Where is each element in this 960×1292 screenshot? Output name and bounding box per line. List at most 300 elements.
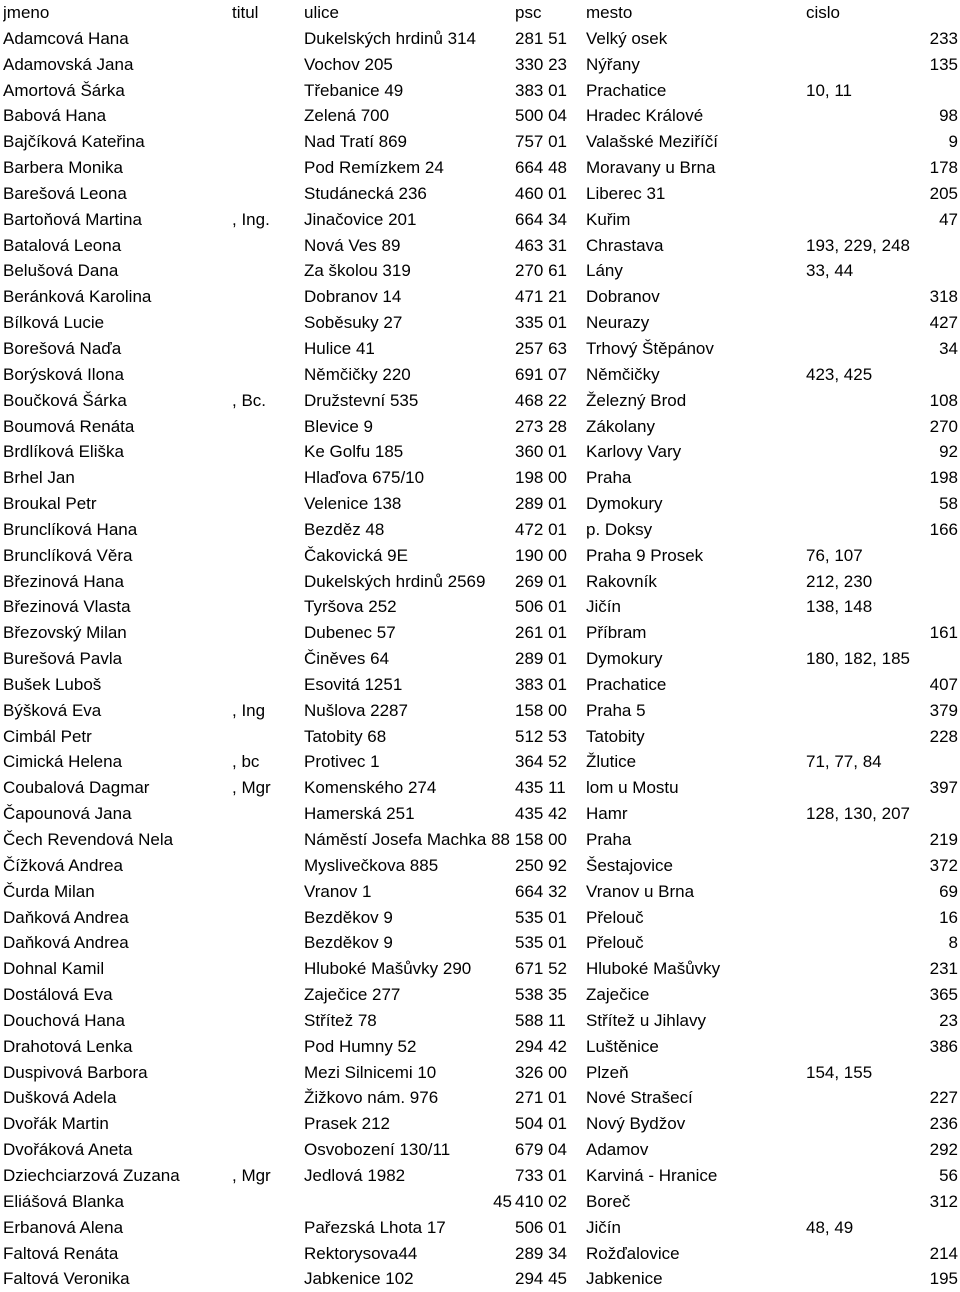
cell-ulice[interactable]: Třebanice 49 — [304, 80, 404, 100]
cell-mesto[interactable]: Hradec Králové — [586, 106, 704, 126]
header-jmeno[interactable]: jmeno — [3, 3, 50, 22]
cell-mesto[interactable]: Přelouč — [586, 933, 644, 953]
cell-psc[interactable]: 588 11 — [515, 1010, 566, 1030]
cell-mesto[interactable]: Trhový Štěpánov — [586, 338, 714, 358]
cell-psc[interactable]: 504 01 — [515, 1114, 567, 1134]
cell-psc[interactable]: 410 02 — [515, 1191, 567, 1211]
cell-jmeno[interactable]: Barešová Leona — [3, 183, 127, 203]
cell-mesto[interactable]: Boreč — [586, 1191, 631, 1211]
cell-jmeno[interactable]: Bajčíková Kateřina — [3, 132, 145, 152]
cell-mesto[interactable]: Praha 9 Prosek — [586, 545, 704, 565]
cell-ulice[interactable]: Pod Remízkem 24 — [304, 158, 444, 178]
cell-jmeno[interactable]: Faltová Veronika — [3, 1269, 130, 1289]
cell-psc[interactable]: 757 01 — [515, 132, 567, 152]
cell-psc[interactable]: 326 00 — [515, 1062, 567, 1082]
cell-mesto[interactable]: Nýřany — [586, 54, 640, 74]
cell-mesto[interactable]: Železný Brod — [586, 390, 687, 410]
table-row — [0, 388, 960, 414]
cell-cislo[interactable]: 219 — [929, 830, 958, 849]
table-row — [0, 491, 960, 517]
cell-jmeno[interactable]: Dohnal Kamil — [3, 959, 105, 979]
cell-cislo[interactable]: 69 — [939, 881, 958, 901]
cell-jmeno[interactable]: Amortová Šárka — [3, 80, 125, 100]
cell-mesto[interactable]: Praha 5 — [586, 700, 646, 720]
cell-mesto[interactable]: Karlovy Vary — [586, 442, 682, 462]
table-row — [0, 258, 960, 284]
cell-psc[interactable]: 294 45 — [515, 1269, 567, 1289]
cell-jmeno[interactable]: Daňková Andrea — [3, 907, 129, 927]
cell-mesto[interactable]: p. Doksy — [586, 519, 653, 539]
table-row — [0, 543, 960, 569]
cell-jmeno[interactable]: Erbanová Alena — [3, 1217, 124, 1237]
cell-ulice[interactable]: Hluboké Mašůvky 290 — [304, 959, 472, 979]
cell-ulice[interactable]: Náměstí Josefa Machka 88 — [304, 830, 510, 849]
table-row — [0, 1163, 960, 1189]
cell-jmeno[interactable]: Cimbál Petr — [3, 726, 92, 746]
cell-cislo[interactable]: 228 — [929, 726, 958, 746]
cell-mesto[interactable]: Jičín — [586, 597, 621, 617]
cell-titul[interactable]: , Bc. — [232, 390, 267, 410]
cell-jmeno[interactable]: Boumová Renáta — [3, 416, 135, 436]
cell-psc[interactable]: 535 01 — [515, 933, 567, 953]
table-row — [0, 465, 960, 491]
cell-cislo[interactable]: 227 — [929, 1088, 958, 1108]
cell-ulice[interactable]: Vochov 205 — [304, 54, 393, 74]
cell-cislo[interactable]: 427 — [929, 313, 958, 333]
table-row — [0, 672, 960, 698]
cell-cislo[interactable]: 135 — [929, 54, 958, 74]
cell-ulice[interactable]: Dubenec 57 — [304, 623, 396, 643]
cell-psc[interactable]: 257 63 — [515, 338, 567, 358]
cell-mesto[interactable]: Praha — [586, 468, 632, 488]
table-row — [0, 1111, 960, 1137]
cell-jmeno[interactable]: Březovský Milan — [3, 623, 127, 643]
cell-psc[interactable]: 330 23 — [515, 54, 567, 74]
cell-jmeno[interactable]: Čech Revendová Nela — [3, 830, 174, 849]
cell-mesto[interactable]: Liberec 31 — [586, 183, 666, 203]
table-row — [0, 620, 960, 646]
cell-ulice[interactable]: Jinačovice 201 — [304, 209, 417, 229]
cell-cislo[interactable]: 56 — [939, 1165, 958, 1185]
cell-cislo[interactable]: 205 — [929, 183, 958, 203]
cell-jmeno[interactable]: Dvořák Martin — [3, 1114, 109, 1134]
cell-psc[interactable]: 281 51 — [515, 28, 567, 48]
cell-jmeno[interactable]: Adamovská Jana — [3, 54, 134, 74]
cell-psc[interactable]: 261 01 — [515, 623, 567, 643]
table-row — [0, 207, 960, 233]
cell-ulice[interactable]: Zaječice 277 — [304, 985, 401, 1005]
cell-ulice[interactable]: Nová Ves 89 — [304, 235, 401, 255]
cell-psc[interactable]: 158 00 — [515, 700, 567, 720]
table-row — [0, 181, 960, 207]
table-row — [0, 646, 960, 672]
table-row — [0, 749, 960, 775]
cell-mesto[interactable]: Moravany u Brna — [586, 158, 716, 178]
cell-titul[interactable]: , Mgr — [232, 1165, 271, 1185]
cell-cislo[interactable]: 48, 49 — [806, 1217, 854, 1237]
cell-titul[interactable]: , Mgr — [232, 778, 271, 798]
cell-psc[interactable]: 733 01 — [515, 1165, 567, 1185]
cell-cislo[interactable]: 212, 230 — [806, 571, 873, 591]
cell-psc[interactable]: 250 92 — [515, 855, 567, 875]
cell-cislo[interactable]: 8 — [948, 933, 958, 953]
cell-jmeno[interactable]: Boučková Šárka — [3, 390, 127, 410]
cell-jmeno[interactable]: Čurda Milan — [3, 881, 95, 901]
cell-cislo[interactable]: 34 — [939, 338, 958, 358]
cell-jmeno[interactable]: Douchová Hana — [3, 1010, 125, 1030]
cell-cislo[interactable]: 423, 425 — [806, 364, 873, 384]
cell-cislo[interactable]: 23 — [939, 1010, 958, 1030]
cell-psc[interactable]: 435 11 — [515, 778, 566, 798]
table-row — [0, 26, 960, 52]
cell-jmeno[interactable]: Březinová Hana — [3, 571, 124, 591]
cell-psc[interactable]: 538 35 — [515, 985, 567, 1005]
table-row — [0, 1060, 960, 1086]
cell-ulice[interactable]: Osvobození 130/11 — [304, 1140, 451, 1160]
table-row — [0, 698, 960, 724]
cell-psc[interactable]: 664 34 — [515, 209, 567, 229]
cell-mesto[interactable]: Tatobity — [586, 726, 645, 746]
cell-ulice[interactable]: Hamerská 251 — [304, 804, 415, 824]
cell-mesto[interactable]: Lány — [586, 261, 623, 281]
cell-ulice[interactable]: Tatobity 68 — [304, 726, 387, 746]
table-row — [0, 827, 960, 853]
cell-psc[interactable]: 506 01 — [515, 597, 567, 617]
table-row — [0, 310, 960, 336]
cell-ulice[interactable]: Žižkovo nám. 976 — [304, 1088, 439, 1108]
cell-ulice[interactable]: Nušlova 2287 — [304, 700, 408, 720]
cell-ulice[interactable]: Blevice 9 — [304, 416, 373, 436]
cell-mesto[interactable]: Jabkenice — [586, 1269, 663, 1289]
cell-mesto[interactable]: Kuřim — [586, 209, 631, 229]
cell-psc[interactable]: 269 01 — [515, 571, 567, 591]
cell-psc[interactable]: 383 01 — [515, 80, 567, 100]
cell-mesto[interactable]: Jičín — [586, 1217, 621, 1237]
cell-jmeno[interactable]: Bílková Lucie — [3, 313, 105, 333]
cell-mesto[interactable]: Nové Strašecí — [586, 1088, 693, 1108]
table-row — [0, 1085, 960, 1111]
cell-jmeno[interactable]: Adamcová Hana — [3, 28, 129, 48]
cell-cislo[interactable]: 214 — [929, 1243, 958, 1263]
cell-cislo[interactable]: 58 — [939, 494, 958, 514]
cell-mesto[interactable]: Rakovník — [586, 571, 657, 591]
cell-jmeno[interactable]: Belušová Dana — [3, 261, 119, 281]
table-row — [0, 956, 960, 982]
cell-ulice[interactable]: Zelená 700 — [304, 106, 390, 126]
cell-psc[interactable]: 360 01 — [515, 442, 567, 462]
cell-psc[interactable]: 294 42 — [515, 1036, 567, 1056]
cell-psc[interactable]: 435 42 — [515, 804, 567, 824]
cell-jmeno[interactable]: Bušek Luboš — [3, 674, 102, 694]
cell-ulice[interactable]: Rektorysova44 — [304, 1243, 418, 1263]
cell-jmeno[interactable]: Drahotová Lenka — [3, 1036, 133, 1056]
cell-jmeno[interactable]: Cimická Helena — [3, 752, 123, 772]
cell-cislo[interactable]: 166 — [929, 519, 958, 539]
cell-cislo[interactable]: 193, 229, 248 — [806, 235, 910, 255]
cell-mesto[interactable]: Plzeň — [586, 1062, 629, 1082]
cell-psc[interactable]: 289 01 — [515, 649, 567, 669]
table-row — [0, 982, 960, 1008]
table-row — [0, 439, 960, 465]
cell-psc[interactable]: 383 01 — [515, 674, 567, 694]
cell-cislo[interactable]: 365 — [929, 985, 958, 1005]
cell-ulice[interactable]: Bezděz 48 — [304, 519, 385, 539]
cell-mesto[interactable]: Přelouč — [586, 907, 644, 927]
cell-ulice[interactable]: Hulice 41 — [304, 338, 375, 358]
table-row — [0, 155, 960, 181]
cell-cislo[interactable]: 128, 130, 207 — [806, 804, 910, 824]
cell-ulice[interactable]: Mezi Silnicemi 10 — [304, 1062, 437, 1082]
cell-psc[interactable]: 364 52 — [515, 752, 567, 772]
cell-cislo[interactable]: 312 — [929, 1191, 958, 1211]
cell-cislo[interactable]: 292 — [929, 1140, 958, 1160]
cell-psc[interactable]: 500 04 — [515, 106, 567, 126]
table-row — [0, 879, 960, 905]
cell-mesto[interactable]: Střítež u Jihlavy — [586, 1010, 706, 1030]
cell-psc[interactable]: 691 07 — [515, 364, 567, 384]
cell-jmeno[interactable]: Daňková Andrea — [3, 933, 129, 953]
table-row — [0, 853, 960, 879]
cell-ulice[interactable]: Velenice 138 — [304, 494, 402, 514]
cell-jmeno[interactable]: Čížková Andrea — [3, 855, 124, 875]
cell-psc[interactable]: 289 01 — [515, 494, 567, 514]
cell-cislo[interactable]: 33, 44 — [806, 261, 854, 281]
header-cislo[interactable]: cislo — [806, 3, 841, 22]
cell-psc[interactable]: 468 22 — [515, 390, 567, 410]
table-row — [0, 362, 960, 388]
cell-cislo[interactable]: 180, 182, 185 — [806, 649, 910, 669]
cell-cislo[interactable]: 47 — [939, 209, 958, 229]
cell-jmeno[interactable]: Dostálová Eva — [3, 985, 113, 1005]
cell-mesto[interactable]: Hluboké Mašůvky — [586, 959, 721, 979]
cell-jmeno[interactable]: Borešová Naďa — [3, 338, 122, 358]
cell-ulice[interactable]: Komenského 274 — [304, 778, 437, 798]
cell-mesto[interactable]: Luštěnice — [586, 1036, 659, 1056]
cell-psc[interactable]: 190 00 — [515, 545, 567, 565]
cell-ulice[interactable]: Nad Tratí 869 — [304, 132, 408, 152]
cell-ulice[interactable]: Bezděkov 9 — [304, 907, 393, 927]
cell-mesto[interactable]: Praha — [586, 830, 632, 849]
cell-jmeno[interactable]: Brunclíková Věra — [3, 545, 133, 565]
cell-jmeno[interactable]: Dziechciarzová Zuzana — [3, 1165, 180, 1185]
cell-mesto[interactable]: Dobranov — [586, 287, 660, 307]
cell-psc[interactable]: 506 01 — [515, 1217, 567, 1237]
table-row — [0, 129, 960, 155]
cell-psc[interactable]: 460 01 — [515, 183, 567, 203]
table-row — [0, 775, 960, 801]
cell-mesto[interactable]: Prachatice — [586, 80, 667, 100]
cell-cislo[interactable]: 397 — [929, 778, 958, 798]
cell-titul[interactable]: , Ing — [232, 700, 266, 720]
table-row — [0, 1241, 960, 1267]
cell-cislo[interactable]: 71, 77, 84 — [806, 752, 882, 772]
table-row — [0, 1189, 960, 1215]
cell-jmeno[interactable]: Dušková Adela — [3, 1088, 117, 1108]
cell-cislo[interactable]: 138, 148 — [806, 597, 873, 617]
cell-mesto[interactable]: Adamov — [586, 1140, 649, 1160]
cell-cislo[interactable]: 154, 155 — [806, 1062, 873, 1082]
cell-mesto[interactable]: Němčičky — [586, 364, 660, 384]
cell-cislo[interactable]: 161 — [929, 623, 958, 643]
cell-jmeno[interactable]: Brdlíková Eliška — [3, 442, 124, 462]
cell-cislo[interactable]: 379 — [929, 700, 958, 720]
table-row — [0, 1137, 960, 1163]
cell-psc[interactable]: 273 28 — [515, 416, 567, 436]
cell-ulice[interactable]: Dukelských hrdinů 314 — [304, 28, 476, 48]
cell-ulice[interactable]: 45 — [493, 1191, 512, 1211]
table-row — [0, 1008, 960, 1034]
cell-cislo[interactable]: 92 — [939, 442, 958, 462]
cell-jmeno[interactable]: Faltová Renáta — [3, 1243, 119, 1263]
cell-mesto[interactable]: Valašské Meziříčí — [586, 132, 718, 152]
cell-psc[interactable]: 679 04 — [515, 1140, 567, 1160]
cell-psc[interactable]: 512 53 — [515, 726, 567, 746]
table-body — [0, 26, 960, 1292]
cell-ulice[interactable]: Tyršova 252 — [304, 597, 397, 617]
table-row — [0, 52, 960, 78]
cell-cislo[interactable]: 108 — [929, 390, 958, 410]
cell-ulice[interactable]: Němčičky 220 — [304, 364, 411, 384]
cell-mesto[interactable]: Zaječice — [586, 985, 650, 1005]
cell-jmeno[interactable]: Brunclíková Hana — [3, 519, 138, 539]
cell-ulice[interactable]: Myslivečkova 885 — [304, 855, 439, 875]
cell-cislo[interactable]: 318 — [929, 287, 958, 307]
table-row — [0, 233, 960, 259]
cell-cislo[interactable]: 407 — [929, 674, 958, 694]
cell-ulice[interactable]: Studánecká 236 — [304, 183, 427, 203]
header-psc[interactable]: psc — [515, 3, 542, 22]
cell-ulice[interactable]: Soběsuky 27 — [304, 313, 403, 333]
cell-jmeno[interactable]: Duspivová Barbora — [3, 1062, 148, 1082]
cell-jmeno[interactable]: Babová Hana — [3, 106, 107, 126]
cell-titul[interactable]: , Ing. — [232, 209, 270, 229]
cell-psc[interactable]: 535 01 — [515, 907, 567, 927]
cell-ulice[interactable]: Protivec 1 — [304, 752, 380, 772]
cell-jmeno[interactable]: Eliášová Blanka — [3, 1191, 124, 1211]
cell-cislo[interactable]: 178 — [929, 158, 958, 178]
cell-psc[interactable]: 335 01 — [515, 313, 567, 333]
cell-cislo[interactable]: 98 — [939, 106, 958, 126]
cell-psc[interactable]: 158 00 — [515, 830, 567, 849]
table-row — [0, 1215, 960, 1241]
cell-psc[interactable]: 664 32 — [515, 881, 567, 901]
cell-jmeno[interactable]: Borýsková Ilona — [3, 364, 124, 384]
cell-cislo[interactable]: 270 — [929, 416, 958, 436]
cell-mesto[interactable]: Žlutice — [586, 752, 637, 772]
table-row — [0, 1034, 960, 1060]
cell-jmeno[interactable]: Bartoňová Martina — [3, 209, 142, 229]
cell-mesto[interactable]: Chrastava — [586, 235, 664, 255]
table-row — [0, 414, 960, 440]
cell-mesto[interactable]: lom u Mostu — [586, 778, 679, 798]
cell-mesto[interactable]: Příbram — [586, 623, 647, 643]
cell-jmeno[interactable]: Brhel Jan — [3, 468, 75, 488]
cell-jmeno[interactable]: Barbera Monika — [3, 158, 124, 178]
cell-mesto[interactable]: Karviná - Hranice — [586, 1165, 718, 1185]
cell-psc[interactable]: 270 61 — [515, 261, 567, 281]
cell-mesto[interactable]: Neurazy — [586, 313, 650, 333]
cell-ulice[interactable]: Ke Golfu 185 — [304, 442, 404, 462]
cell-ulice[interactable]: Esovitá 1251 — [304, 674, 403, 694]
cell-mesto[interactable]: Šestajovice — [586, 855, 673, 875]
cell-ulice[interactable]: Dukelských hrdinů 2569 — [304, 571, 486, 591]
cell-cislo[interactable]: 233 — [929, 28, 958, 48]
cell-mesto[interactable]: Velký osek — [586, 28, 668, 48]
cell-cislo[interactable]: 386 — [929, 1036, 958, 1056]
cell-ulice[interactable]: Střítež 78 — [304, 1010, 377, 1030]
table-row — [0, 930, 960, 956]
cell-mesto[interactable]: Rožďalovice — [586, 1243, 680, 1263]
cell-cislo[interactable]: 236 — [929, 1114, 958, 1134]
cell-psc[interactable]: 671 52 — [515, 959, 567, 979]
cell-mesto[interactable]: Vranov u Brna — [586, 881, 695, 901]
cell-psc[interactable]: 471 21 — [515, 287, 567, 307]
cell-cislo[interactable]: 16 — [939, 907, 958, 927]
cell-psc[interactable]: 271 01 — [515, 1088, 567, 1108]
cell-ulice[interactable]: Jabkenice 102 — [304, 1269, 414, 1289]
cell-titul[interactable]: , bc — [232, 752, 260, 772]
cell-psc[interactable]: 664 48 — [515, 158, 567, 178]
cell-psc[interactable]: 463 31 — [515, 235, 567, 255]
header-titul[interactable]: titul — [232, 3, 259, 22]
cell-jmeno[interactable]: Coubalová Dagmar — [3, 778, 150, 798]
cell-cislo[interactable]: 231 — [929, 959, 958, 979]
table-row — [0, 517, 960, 543]
cell-ulice[interactable]: Pod Humny 52 — [304, 1036, 417, 1056]
cell-jmeno[interactable]: Burešová Pavla — [3, 649, 123, 669]
header-mesto[interactable]: mesto — [586, 3, 633, 22]
cell-cislo[interactable]: 372 — [929, 855, 958, 875]
cell-ulice[interactable]: Dobranov 14 — [304, 287, 402, 307]
cell-jmeno[interactable]: Beránková Karolina — [3, 287, 152, 307]
cell-cislo[interactable]: 198 — [929, 468, 958, 488]
cell-psc[interactable]: 472 01 — [515, 519, 567, 539]
cell-psc[interactable]: 289 34 — [515, 1243, 567, 1263]
cell-ulice[interactable]: Prasek 212 — [304, 1114, 390, 1134]
cell-mesto[interactable]: Prachatice — [586, 674, 667, 694]
cell-cislo[interactable]: 76, 107 — [806, 545, 863, 565]
table-row — [0, 336, 960, 362]
cell-ulice[interactable]: Pařezská Lhota 17 — [304, 1217, 446, 1237]
cell-jmeno[interactable]: Čapounová Jana — [3, 804, 132, 824]
cell-ulice[interactable]: Družstevní 535 — [304, 390, 419, 410]
cell-ulice[interactable]: Hlaďova 675/10 — [304, 468, 425, 488]
cell-ulice[interactable]: Čakovická 9E — [304, 545, 408, 565]
cell-ulice[interactable]: Bezděkov 9 — [304, 933, 393, 953]
table-row — [0, 284, 960, 310]
cell-jmeno[interactable]: Býšková Eva — [3, 700, 102, 720]
cell-jmeno[interactable]: Batalová Leona — [3, 235, 122, 255]
cell-jmeno[interactable]: Březinová Vlasta — [3, 597, 131, 617]
cell-mesto[interactable]: Dymokury — [586, 494, 663, 514]
cell-ulice[interactable]: Jedlová 1982 — [304, 1165, 406, 1185]
cell-cislo[interactable]: 195 — [929, 1269, 958, 1289]
cell-ulice[interactable]: Vranov 1 — [304, 881, 372, 901]
table-row — [0, 905, 960, 931]
cell-ulice[interactable]: Činěves 64 — [304, 649, 390, 669]
cell-ulice[interactable]: Za školou 319 — [304, 261, 411, 281]
cell-mesto[interactable]: Nový Bydžov — [586, 1114, 686, 1134]
cell-psc[interactable]: 198 00 — [515, 468, 567, 488]
cell-cislo[interactable]: 10, 11 — [806, 80, 853, 100]
cell-jmeno[interactable]: Dvořáková Aneta — [3, 1140, 133, 1160]
cell-jmeno[interactable]: Broukal Petr — [3, 494, 97, 514]
cell-mesto[interactable]: Dymokury — [586, 649, 663, 669]
cell-cislo[interactable]: 9 — [948, 132, 958, 152]
header-ulice[interactable]: ulice — [304, 3, 339, 22]
cell-mesto[interactable]: Zákolany — [586, 416, 655, 436]
cell-mesto[interactable]: Hamr — [586, 804, 628, 824]
